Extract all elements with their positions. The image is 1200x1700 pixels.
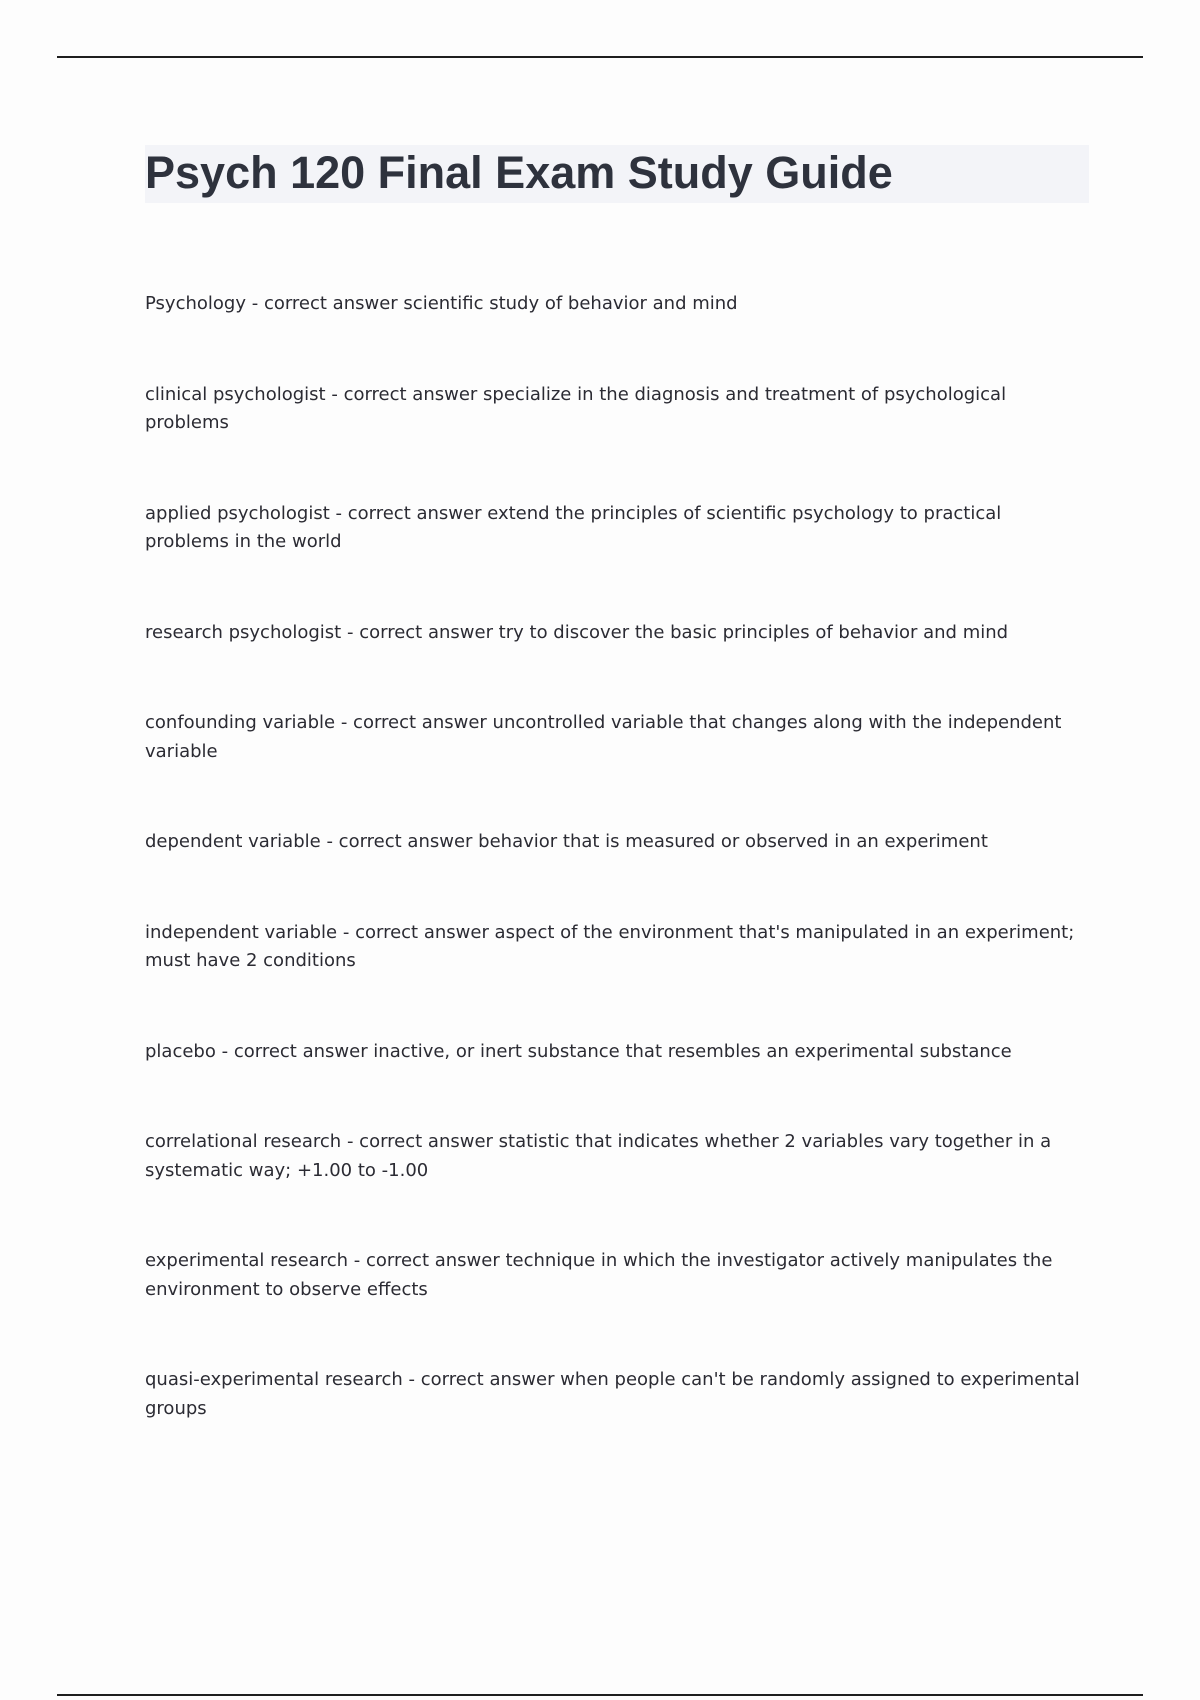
list-item: [145, 828, 1090, 857]
entry-separator: -: [215, 1040, 234, 1062]
entry-answer: correct answer scientific study of behavior and mind: [263, 293, 738, 314]
entry-separator: -: [325, 383, 344, 405]
entry-answer: correct answer technique in which the investigator actively manipulates the environment to observe effects: [145, 1250, 1053, 1300]
entry-answer: correct answer extend the principles of scientific psychology to practical problems in the world: [145, 502, 1002, 552]
entry-separator: -: [341, 1131, 360, 1152]
list-item: [145, 1128, 1090, 1185]
entry-answer: correct answer specialize in the diagnosis and treatment of psychological problems: [145, 383, 1007, 433]
entry-answer: correct answer behavior that is measured or observed in an experiment: [338, 831, 988, 852]
entry-term: Psychology: [145, 293, 246, 314]
entry-separator: -: [337, 921, 356, 943]
list-item: [145, 709, 1090, 766]
entry-term: quasi-experimental research: [145, 1369, 403, 1390]
entry-answer: correct answer inactive, or inert substance that resembles an experimental substance: [233, 1040, 1012, 1062]
entry-separator: -: [335, 712, 354, 733]
list-item: [145, 619, 1090, 648]
list-item: [145, 1366, 1090, 1423]
list-item: [145, 1247, 1090, 1304]
entry-separator: -: [348, 1250, 366, 1271]
entry-separator: -: [245, 293, 264, 314]
entry-answer: correct answer aspect of the environment that's manipulated in an experiment; must have 2 conditions: [145, 921, 1075, 971]
list-item: [145, 1038, 1090, 1067]
entry-answer: correct answer when people can't be randomly assigned to experimental groups: [145, 1369, 1080, 1419]
list-item: [145, 919, 1090, 976]
entry-separator: -: [402, 1369, 421, 1390]
bottom-divider: [57, 1694, 1143, 1696]
entry-separator: -: [329, 502, 348, 524]
entry-term: independent variable: [145, 921, 338, 943]
list-item: [145, 290, 1090, 319]
entry-term: placebo: [145, 1040, 216, 1062]
entry-term: dependent variable: [145, 831, 321, 852]
flashcard-list: [145, 290, 1090, 1485]
entry-answer: correct answer try to discover the basic principles of behavior and mind: [359, 621, 1009, 643]
entry-separator: -: [341, 621, 360, 643]
page-title: Psych 120 Final Exam Study Guide: [145, 147, 893, 198]
entry-term: applied psychologist: [145, 502, 330, 524]
entry-separator: -: [320, 831, 339, 852]
entry-answer: correct answer uncontrolled variable that changes along with the independent variable: [145, 712, 1062, 762]
entry-term: clinical psychologist: [145, 383, 326, 405]
entry-term: correlational research: [145, 1131, 342, 1152]
entry-term: experimental research: [145, 1250, 349, 1271]
list-item: [145, 500, 1090, 557]
entry-answer: correct answer statistic that indicates whether 2 variables vary together in a systematic way; +1.00 to -1.00: [145, 1131, 1052, 1181]
list-item: [145, 381, 1090, 438]
top-divider: [57, 56, 1143, 58]
entry-term: confounding variable: [145, 712, 336, 733]
entry-term: research psychologist: [145, 621, 342, 643]
title-banner: [145, 145, 1089, 203]
